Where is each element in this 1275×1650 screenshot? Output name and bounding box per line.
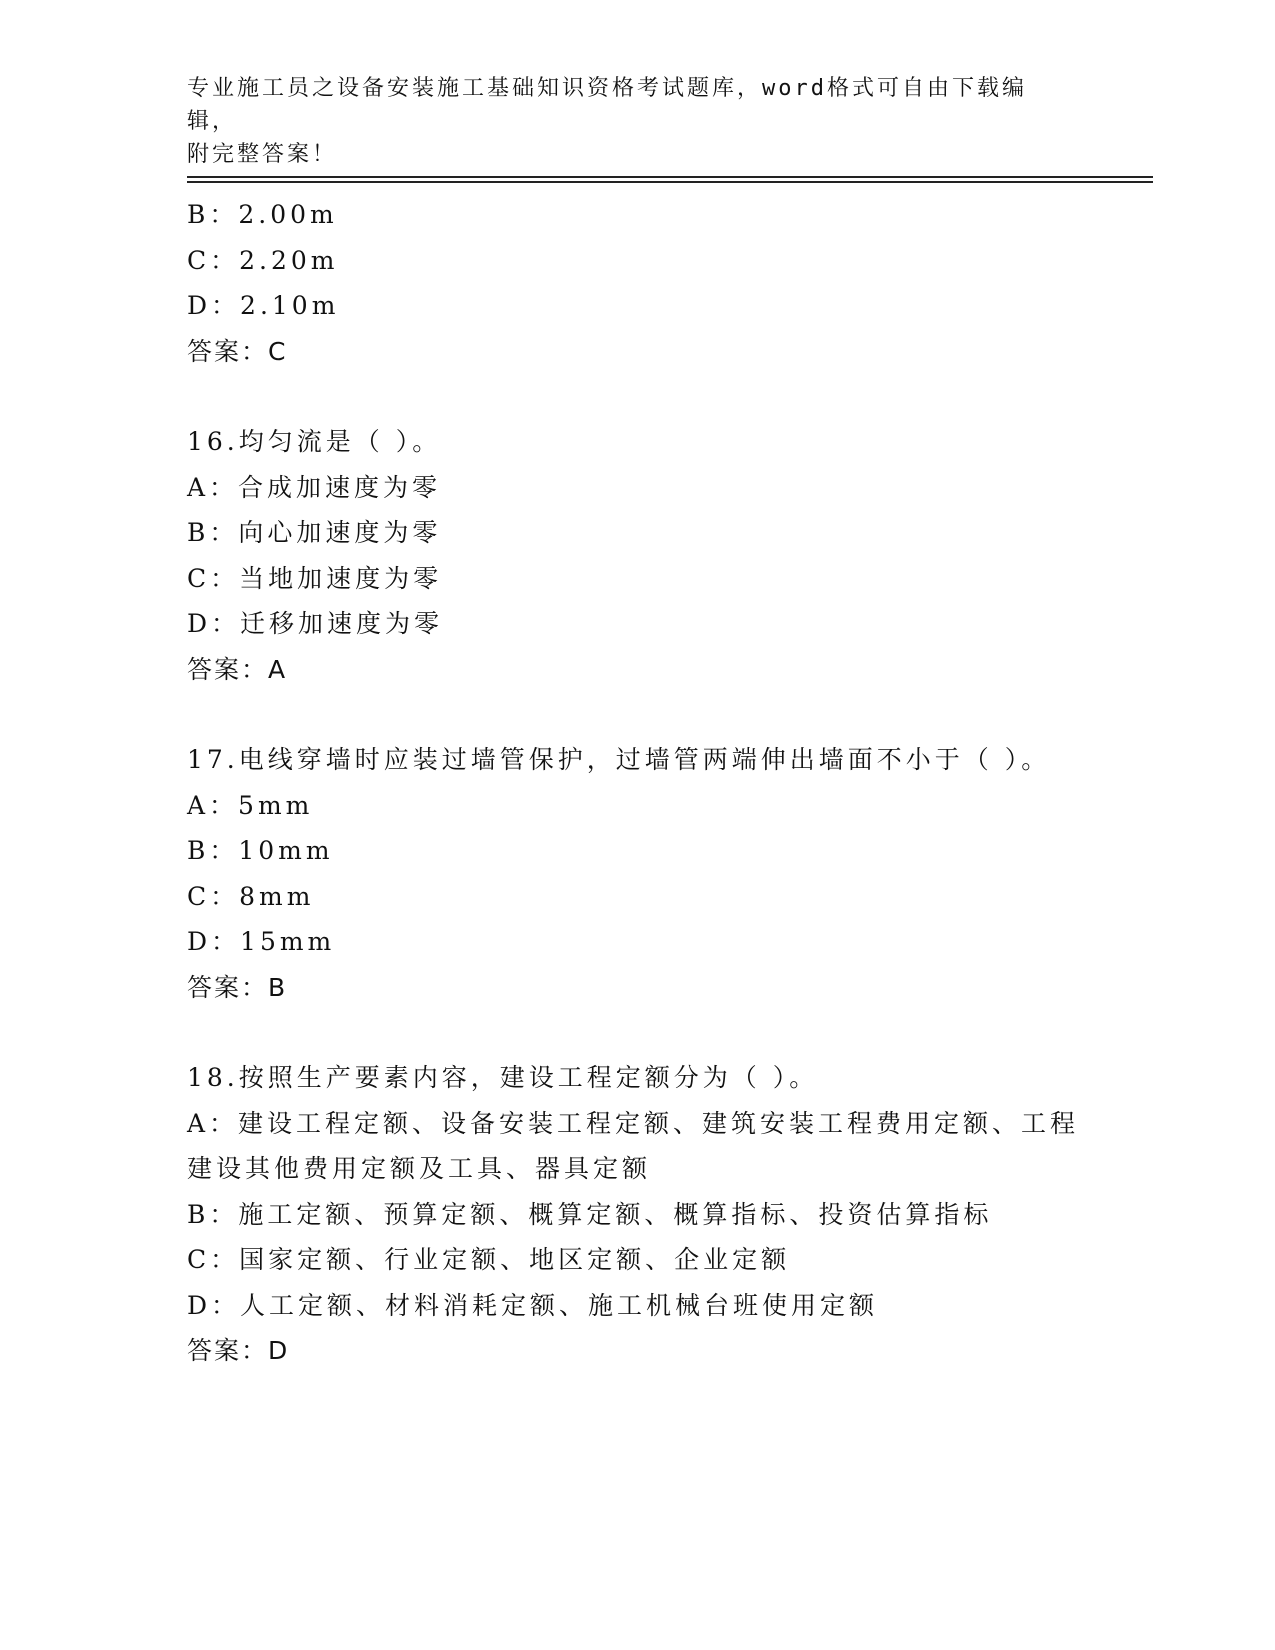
option-b: B：10mm (187, 836, 334, 865)
header-divider-top (187, 176, 1153, 178)
question-list (187, 192, 1087, 1374)
answer-line: 答案：C (187, 336, 288, 366)
question-18 (187, 1055, 1087, 1374)
question-stem: 18.按照生产要素内容，建设工程定额分为（ ）。 (187, 1063, 819, 1092)
option-c: C：2.20m (187, 245, 339, 275)
option-d: D：迁移加速度为零 (187, 609, 444, 638)
option-c: C：当地加速度为零 (187, 563, 443, 593)
question-stem: 17.电线穿墙时应装过墙管保护，过墙管两端伸出墙面不小于（ ）。 (187, 745, 1051, 774)
answer-line: 答案：B (187, 972, 288, 1002)
option-c: C：国家定额、行业定额、地区定额、企业定额 (187, 1245, 791, 1274)
question-16 (187, 419, 1087, 692)
question-17 (187, 737, 1087, 1010)
header-line-1: 专业施工员之设备安装施工基础知识资格考试题库，word格式可自由下载编辑， (187, 76, 1027, 134)
option-a: A：建设工程定额、设备安装工程定额、建筑安装工程费用定额、工程建设其他费用定额及工具、器具定额 (187, 1108, 1080, 1183)
answer-line: 答案：A (187, 654, 288, 684)
header-line-2: 附完整答案！ (187, 142, 338, 167)
option-b: B：施工定额、预算定额、概算定额、概算指标、投资估算指标 (187, 1199, 993, 1229)
option-b: B：向心加速度为零 (187, 518, 442, 547)
previous-question-tail (187, 192, 1087, 374)
question-stem: 16.均匀流是（ ）。 (187, 427, 442, 456)
option-a: A：合成加速度为零 (187, 472, 442, 502)
option-d: D：2.10m (187, 291, 340, 320)
page-header (187, 72, 1067, 171)
answer-line: 答案：D (187, 1336, 290, 1365)
option-d: D：15mm (187, 927, 336, 956)
option-d: D：人工定额、材料消耗定额、施工机械台班使用定额 (187, 1290, 879, 1320)
option-a: A：5mm (187, 790, 314, 820)
option-c: C：8mm (187, 881, 315, 911)
header-divider-bottom (187, 181, 1153, 183)
option-b: B：2.00m (187, 200, 338, 229)
